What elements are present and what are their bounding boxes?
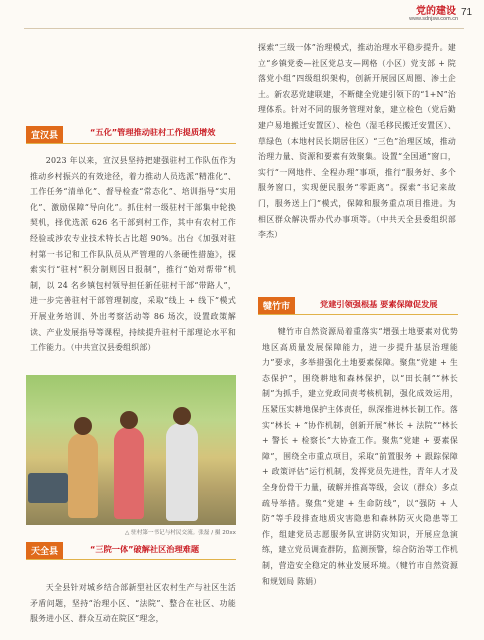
person-head: [74, 417, 92, 435]
section-title-tianquan: “三院一体”破解社区治理难题: [90, 544, 200, 554]
photo-caption: △ 驻村第一书记与村民交流。张磊 / 摄 20xx: [125, 530, 236, 536]
paragraph: 探索“三级一体”治理模式，推动治理水平稳步提升。建立“乡镇党委—社区党总支—网格（小区）党支部 + 院落党小组”四级组织架构，创新开展园区周圈、渗土企土。新农恶党建联建，不断健全党建引领下的“1+N”治理体系。针对不同的服务管理对象，建立检色（党后勤建户易地搬迁安置区）、检色（湿毛移民搬迁安置区）、草绿色（本地村民长期居住区）“三色”治理区域，推动治理力量、资源和要素有效聚集。设置“全国通”窗口，实行“一网地件、全程办理”事项，推行“服务好、多个服务窗口，实现便民服务“零距离”。探索“书记来故门，服务送上门”模式，保障和服务重点项目推进。为相区群众解决帮办代办事项等。（中共天全县委组织部 李杰）: [258, 43, 456, 240]
section-body-tianquan-cont: [258, 40, 456, 280]
magazine-brand: 党的建设: [416, 6, 456, 17]
person-head: [173, 407, 191, 425]
field-photo: [26, 375, 236, 525]
paragraph: 2023 年以来，宣汉县坚持把建强驻村工作队伍作为推动乡村振兴的有效途径，着力推动人员选派“精准化”、工作任务“清单化”、督导检查“常态化”、培训指导“实用化”、激励保障“导向化”。抓住村一级驻村干部集中轮换契机，择优选派 626 名干部到村工作，其中有农村工作经验或涉农专业技术特长占比超 90%。出台《加强对驻村第一书记和工作队队员从严管理的八条硬性措施》，探索实行“驻村”积分制则因日报制”，推行“始对帮带”机制，以 24 名乡镇包村领导担任新任驻村干部“带路人”，进一步完善驻村干部管理制度，采取“线上 + 线下”模式开展业务培训、外出考察活动等 86 场次，设置政策解读、产业发展指导等课程，持续提升驻村干部理论水平和工作能力。（中共宣汉县委组织部）: [30, 156, 236, 353]
section-body-xuanhan: [30, 153, 236, 373]
person-shape: [68, 433, 98, 518]
header-rule: [24, 28, 464, 29]
section-rule: [258, 314, 458, 315]
paragraph: 犍竹市自然资源局着重落实“增强土地要素对优势地区高质量发展保障能力，进一步提升基层治理能力”要求，多举措强化土地要素保障。聚焦“党建 + 生态保护”，围绕耕地和森林保护，以“田长制”“林长制”为抓手，建立党政同责考核机制，强化成效运用，压紧压实耕地保护主体责任，纵深推进林长制工作。落实“林长 + ”协作机制，创新开展“林长 + 法院”“林长 + 警长 + 检察长”大协查工作。聚焦“党建 + 要素保障”，围绕全市重点项目，采取“前置服务 + 跟踪保障 + 政策评估”运行机制，发挥党员先进性，青年人才及全身份骨干力量，破解并推高等级，会议（群众）多点疏导举措。聚焦“党建 + 生命防线”，以“强防 + 人防”等手段排查地质灾害隐患和森林防灭火隐患等工作，组建党员志愿服务队宣讲防灾知识，开展应急演练，建立党员调查群防，监测预警，综合防治等工作机制，营造安全稳定的林业发展环境。（犍竹市自然资源和规划局 陈娟）: [262, 327, 458, 586]
website-url: www.sdnjsw.com.cn: [409, 16, 458, 22]
county-tag-jianzhu: 犍竹市: [258, 297, 295, 314]
county-tag-xuanhan: 宣汉县: [26, 126, 63, 143]
person-head: [120, 411, 138, 429]
section-title-jianzhu: 党建引领强根基 要素保障促发展: [320, 299, 438, 309]
person-shape: [166, 423, 198, 521]
section-body-jianzhu: [262, 324, 458, 636]
page-number: 71: [461, 7, 473, 18]
person-shape: [114, 427, 144, 519]
section-title-xuanhan: “五化”管理推动驻村工作提质增效: [90, 127, 216, 137]
county-tag-tianquan: 天全县: [26, 542, 63, 559]
paragraph: 天全县针对城乡结合部新型社区农村生产与社区生活矛盾问题，坚持“治理小区、“法院”、整合在社区、功能服务进小区、群众互动在院区”理念，: [30, 583, 236, 624]
harvester-shape: [28, 473, 68, 503]
section-body-tianquan: [30, 580, 236, 636]
section-rule: [26, 559, 236, 560]
section-rule: [26, 143, 236, 144]
